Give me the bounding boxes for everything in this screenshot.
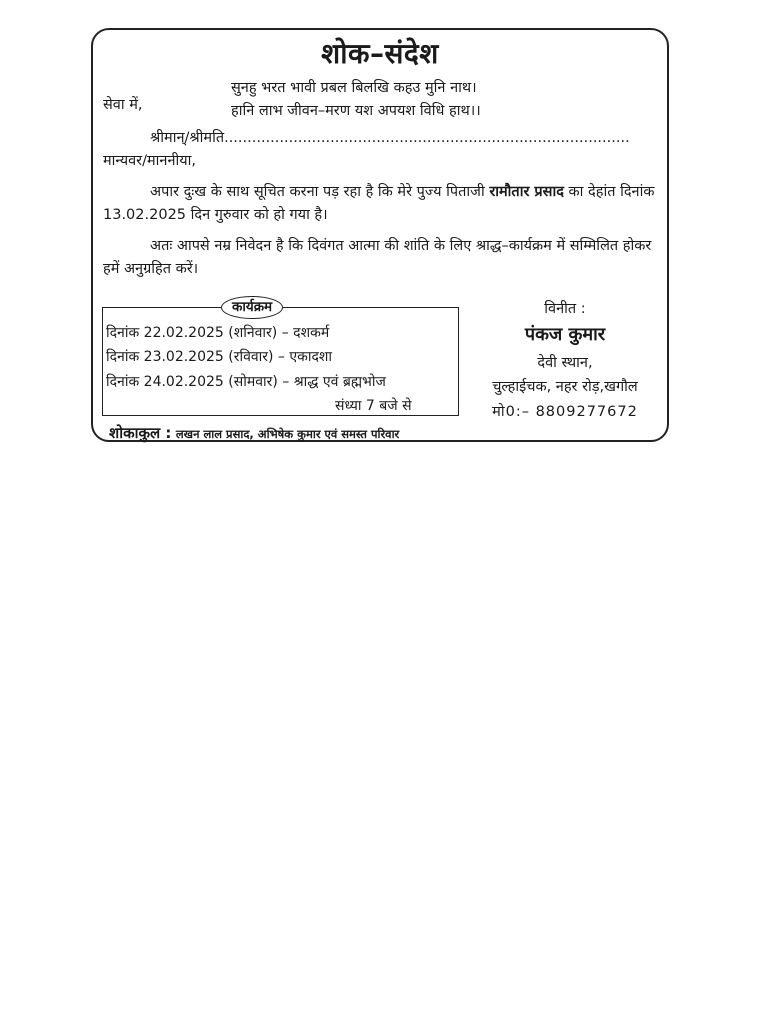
program-time: संध्या 7 बजे से: [335, 398, 412, 414]
sender-address: चुल्हाईचक, नहर रोड़,खगौल: [492, 379, 638, 395]
condolence-card: [91, 28, 669, 442]
footer-names: लखन लाल प्रसाद, अभिषेक कुमार एवं समस्त परिवार: [175, 427, 400, 441]
footer-mourners: [109, 423, 399, 443]
salutation: सेवा में,: [103, 97, 143, 113]
verse-line-2: हानि लाभ जीवन–मरण यश अपयश विधि हाथ।।: [231, 103, 481, 119]
paragraph-1-after: का देहांत दिनांक 13.02.2025 दिन गुरुवार को हो गया है।: [103, 184, 655, 223]
sender-place: देवी स्थान,: [537, 355, 593, 371]
program-row: दिनांक 24.02.2025 (सोमवार) – श्राद्ध एवं ब्रह्मभोज: [106, 374, 386, 390]
program-row: दिनांक 22.02.2025 (शनिवार) – दशकर्म: [106, 325, 330, 341]
paragraph-2: अतः आपसे नम्र निवेदन है कि दिवंगत आत्मा की शांति के लिए श्राद्ध–कार्यक्रम में सम्मिलित होकर हमें अनुग्रहित करें।: [103, 238, 652, 277]
respected-line: मान्यवर/माननीया,: [103, 153, 197, 169]
sender-name: पंकज कुमार: [524, 324, 606, 345]
card-title: शोक–संदेश: [321, 37, 439, 70]
paragraph-1-before: अपार दुःख के साथ सूचित करना पड़ रहा है कि मेरे पुज्य पिताजी: [150, 184, 490, 200]
program-row: दिनांक 23.02.2025 (रविवार) – एकादशा: [106, 349, 333, 365]
sender-vinit: विनीत :: [544, 301, 586, 317]
verse-line-1: सुनहु भरत भावी प्रबल बिलखि कहउ मुनि नाथ।: [231, 80, 477, 96]
addressee-line: श्रीमान्/श्रीमति........................................................................................: [150, 130, 630, 146]
program-label: कार्यक्रम: [221, 296, 283, 319]
footer-label: शोकाकुल :: [109, 424, 172, 442]
paragraph-1: [103, 181, 661, 227]
deceased-name: रामौतार प्रसाद: [489, 184, 564, 200]
program-box: [102, 299, 459, 416]
sender-phone: मो0:– 8809277672: [492, 404, 638, 420]
